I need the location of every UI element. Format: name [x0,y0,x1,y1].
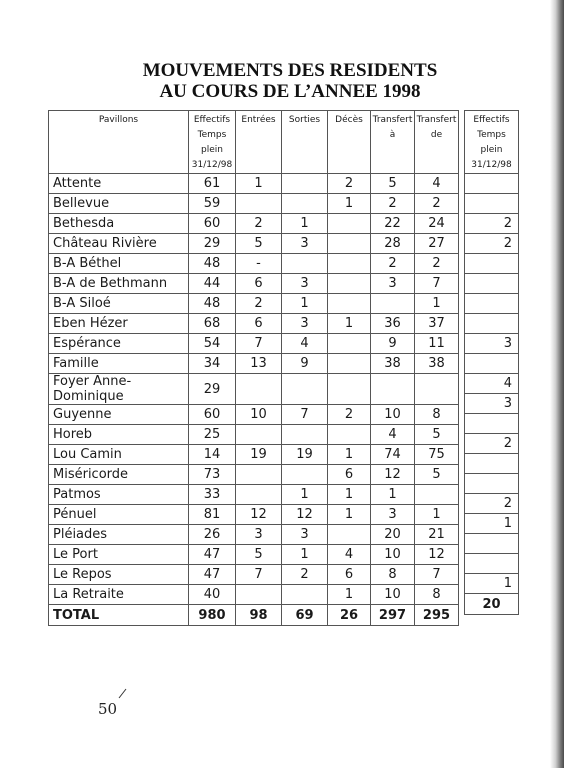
cell-transfert-a: 10 [371,585,415,605]
side-header-line3: 31/12/98 [471,160,512,170]
cell-transfert-a: 74 [371,445,415,465]
cell-effectifs: 34 [189,354,236,374]
header-effectifs [189,111,236,174]
pavillon-name: Attente [49,174,189,194]
cell-effectifs: 60 [189,214,236,234]
cell-entrees: 7 [236,565,282,585]
cell-transfert-a: 10 [371,545,415,565]
cell-effectifs: 33 [189,485,236,505]
side-table-body [465,174,519,615]
cell-transfert-de: 8 [415,585,459,605]
residents-movement-table [48,110,459,626]
cell-effectifs: 60 [189,405,236,425]
cell-transfert-a [371,294,415,314]
page-title [60,60,520,102]
side-cell-effectifs: 3 [465,334,519,354]
side-row [465,434,519,454]
cell-sorties: 19 [282,445,328,465]
table-row [49,545,459,565]
cell-transfert-a: 297 [371,605,415,626]
cell-entrees: - [236,254,282,274]
cell-sorties: 7 [282,405,328,425]
pavillon-name: Foyer Anne-Dominique [49,374,189,405]
header-transfert-a-line1: Transfert [372,115,413,125]
cell-deces [328,274,371,294]
cell-transfert-a: 22 [371,214,415,234]
cell-sorties: 2 [282,565,328,585]
cell-transfert-de: 5 [415,465,459,485]
table-row [49,465,459,485]
cell-sorties: 3 [282,314,328,334]
cell-transfert-de: 37 [415,314,459,334]
side-header-line2: Temps plein [477,130,506,155]
side-cell-effectifs: 2 [465,234,519,254]
cell-deces [328,254,371,274]
cell-transfert-de [415,374,459,405]
cell-deces [328,525,371,545]
pavillon-name: Bellevue [49,194,189,214]
table-row [49,525,459,545]
cell-effectifs: 26 [189,525,236,545]
cell-sorties [282,254,328,274]
cell-effectifs: 29 [189,374,236,405]
cell-sorties: 9 [282,354,328,374]
cell-deces [328,425,371,445]
side-row [465,574,519,594]
cell-deces: 1 [328,585,371,605]
cell-transfert-de: 21 [415,525,459,545]
header-effectifs-line3: 31/12/98 [191,160,233,170]
side-row [465,534,519,554]
cell-sorties: 3 [282,525,328,545]
side-cell-effectifs [465,274,519,294]
side-row [465,394,519,414]
total-row [49,605,459,626]
side-row [465,454,519,474]
cell-entrees: 2 [236,214,282,234]
cell-effectifs: 61 [189,174,236,194]
cell-transfert-de: 75 [415,445,459,465]
cell-entrees: 6 [236,314,282,334]
cell-entrees: 98 [236,605,282,626]
cell-entrees: 10 [236,405,282,425]
cell-effectifs: 44 [189,274,236,294]
side-header-row [465,111,519,174]
cell-deces: 1 [328,485,371,505]
cell-transfert-a: 1 [371,485,415,505]
cell-transfert-de: 27 [415,234,459,254]
cell-effectifs: 25 [189,425,236,445]
cell-deces: 6 [328,465,371,485]
cell-deces: 2 [328,405,371,425]
cell-effectifs: 59 [189,194,236,214]
cell-deces [328,214,371,234]
cell-transfert-a: 4 [371,425,415,445]
cell-transfert-a: 28 [371,234,415,254]
cell-entrees: 1 [236,174,282,194]
cell-deces: 26 [328,605,371,626]
cell-transfert-de: 11 [415,334,459,354]
pavillon-name: Le Repos [49,565,189,585]
pavillon-name: Eben Hézer [49,314,189,334]
cell-transfert-a: 12 [371,465,415,485]
cell-effectifs: 14 [189,445,236,465]
cell-transfert-a: 38 [371,354,415,374]
cell-transfert-de: 7 [415,565,459,585]
table-row [49,485,459,505]
cell-entrees [236,374,282,405]
cell-sorties: 1 [282,545,328,565]
pavillon-name: La Retraite [49,585,189,605]
cell-entrees: 7 [236,334,282,354]
cell-sorties [282,374,328,405]
side-cell-effectifs: 2 [465,214,519,234]
cell-sorties [282,174,328,194]
cell-effectifs: 47 [189,545,236,565]
cell-effectifs: 40 [189,585,236,605]
table-row [49,194,459,214]
side-cell-effectifs [465,534,519,554]
pavillon-name: Lou Camin [49,445,189,465]
table-row [49,425,459,445]
header-deces: Décès [328,111,371,174]
side-row [465,174,519,194]
side-row [465,374,519,394]
side-total-value: 20 [465,594,519,615]
table-body [49,174,459,626]
side-cell-effectifs: 1 [465,514,519,534]
side-row [465,294,519,314]
header-effectifs-line2: Temps plein [197,130,227,155]
cell-effectifs: 47 [189,565,236,585]
cell-effectifs: 68 [189,314,236,334]
pavillon-name: Château Rivière [49,234,189,254]
cell-deces: 6 [328,565,371,585]
side-cell-effectifs: 4 [465,374,519,394]
title-line-2: AU COURS DE L’ANNEE 1998 [159,81,421,102]
cell-deces: 1 [328,314,371,334]
side-cell-effectifs [465,254,519,274]
pavillon-name: B-A Siloé [49,294,189,314]
header-sorties: Sorties [282,111,328,174]
side-cell-effectifs [465,414,519,434]
side-header-effectifs [465,111,519,174]
side-row [465,474,519,494]
cell-deces [328,294,371,314]
cell-sorties: 69 [282,605,328,626]
cell-effectifs: 54 [189,334,236,354]
pavillon-name: Pénuel [49,505,189,525]
cell-transfert-de: 2 [415,254,459,274]
cell-sorties: 1 [282,214,328,234]
pavillon-name: Pléiades [49,525,189,545]
cell-effectifs: 48 [189,294,236,314]
pen-mark-icon [118,687,128,699]
cell-deces: 1 [328,194,371,214]
cell-sorties: 1 [282,294,328,314]
cell-entrees: 3 [236,525,282,545]
side-cell-effectifs [465,314,519,334]
cell-deces: 1 [328,445,371,465]
cell-entrees: 5 [236,545,282,565]
cell-entrees: 12 [236,505,282,525]
table-row [49,294,459,314]
title-line-1: MOUVEMENTS DES RESIDENTS [142,60,438,81]
side-cell-effectifs [465,554,519,574]
cell-transfert-de: 24 [415,214,459,234]
table-row [49,174,459,194]
cell-transfert-a: 8 [371,565,415,585]
cell-transfert-de: 1 [415,294,459,314]
side-row [465,254,519,274]
cell-sorties [282,425,328,445]
table-row [49,274,459,294]
side-row [465,214,519,234]
side-cell-effectifs [465,474,519,494]
cell-entrees [236,425,282,445]
pavillon-name: B-A Béthel [49,254,189,274]
side-cell-effectifs [465,354,519,374]
cell-transfert-de [415,485,459,505]
side-cell-effectifs [465,194,519,214]
cell-transfert-de: 12 [415,545,459,565]
side-row [465,354,519,374]
table-row [49,585,459,605]
cell-entrees: 5 [236,234,282,254]
cell-transfert-de: 1 [415,505,459,525]
cell-sorties: 4 [282,334,328,354]
cell-transfert-de: 8 [415,405,459,425]
side-cell-effectifs: 1 [465,574,519,594]
side-row [465,514,519,534]
cell-transfert-de: 295 [415,605,459,626]
side-total-row [465,594,519,615]
cell-sorties: 3 [282,234,328,254]
cell-entrees [236,465,282,485]
pavillon-name: Horeb [49,425,189,445]
side-cell-effectifs: 2 [465,494,519,514]
side-row [465,234,519,254]
side-cell-effectifs [465,294,519,314]
cell-transfert-de: 7 [415,274,459,294]
side-cell-effectifs [465,174,519,194]
header-transfert-de-line1: Transfert [416,115,457,125]
page-number: 50 [98,700,118,718]
cell-deces [328,374,371,405]
cell-entrees [236,194,282,214]
pavillon-name: B-A de Bethmann [49,274,189,294]
pavillon-name: Miséricorde [49,465,189,485]
cell-effectifs: 81 [189,505,236,525]
cell-entrees [236,485,282,505]
side-cell-effectifs: 3 [465,394,519,414]
cell-effectifs: 73 [189,465,236,485]
header-pavillons: Pavillons [49,111,189,174]
page-edge-shadow [550,0,564,768]
cell-sorties [282,194,328,214]
pavillon-name: Guyenne [49,405,189,425]
side-row [465,554,519,574]
cell-transfert-a: 5 [371,174,415,194]
header-entrees: Entrées [236,111,282,174]
cell-transfert-a: 9 [371,334,415,354]
cell-transfert-a: 2 [371,194,415,214]
pavillon-name: Bethesda [49,214,189,234]
side-row [465,334,519,354]
side-effectifs-table [464,110,519,615]
cell-transfert-a: 3 [371,274,415,294]
cell-effectifs: 48 [189,254,236,274]
cell-transfert-a: 3 [371,505,415,525]
cell-entrees: 2 [236,294,282,314]
table-row [49,374,459,405]
table-row [49,234,459,254]
cell-sorties [282,465,328,485]
cell-deces [328,334,371,354]
table-row [49,314,459,334]
header-transfert-de-line2: de [430,130,443,140]
cell-transfert-de: 5 [415,425,459,445]
header-transfert-a-line2: à [389,130,396,140]
pavillon-name: Espérance [49,334,189,354]
side-row [465,414,519,434]
side-row [465,274,519,294]
header-transfert-de [415,111,459,174]
cell-transfert-a: 20 [371,525,415,545]
table-row [49,334,459,354]
side-row [465,314,519,334]
cell-effectifs: 29 [189,234,236,254]
pavillon-name: Patmos [49,485,189,505]
side-cell-effectifs: 2 [465,434,519,454]
table-row [49,254,459,274]
total-label: TOTAL [49,605,189,626]
table-row [49,505,459,525]
side-row [465,494,519,514]
cell-transfert-de: 38 [415,354,459,374]
cell-sorties [282,585,328,605]
cell-entrees: 6 [236,274,282,294]
cell-sorties: 1 [282,485,328,505]
cell-transfert-a [371,374,415,405]
cell-transfert-a: 36 [371,314,415,334]
cell-deces: 1 [328,505,371,525]
header-effectifs-line1: Effectifs [193,115,231,125]
cell-deces [328,234,371,254]
cell-effectifs: 980 [189,605,236,626]
cell-deces: 2 [328,174,371,194]
cell-sorties: 12 [282,505,328,525]
cell-transfert-a: 10 [371,405,415,425]
cell-deces [328,354,371,374]
table-row [49,214,459,234]
side-cell-effectifs [465,454,519,474]
table-header-row [49,111,459,174]
side-row [465,194,519,214]
cell-entrees [236,585,282,605]
pavillon-name: Le Port [49,545,189,565]
cell-entrees: 13 [236,354,282,374]
side-header-line1: Effectifs [473,115,510,125]
cell-transfert-a: 2 [371,254,415,274]
pavillon-name: Famille [49,354,189,374]
header-transfert-a [371,111,415,174]
cell-deces: 4 [328,545,371,565]
table-row [49,445,459,465]
cell-sorties: 3 [282,274,328,294]
cell-transfert-de: 4 [415,174,459,194]
table-row [49,354,459,374]
cell-transfert-de: 2 [415,194,459,214]
cell-entrees: 19 [236,445,282,465]
table-row [49,565,459,585]
table-row [49,405,459,425]
